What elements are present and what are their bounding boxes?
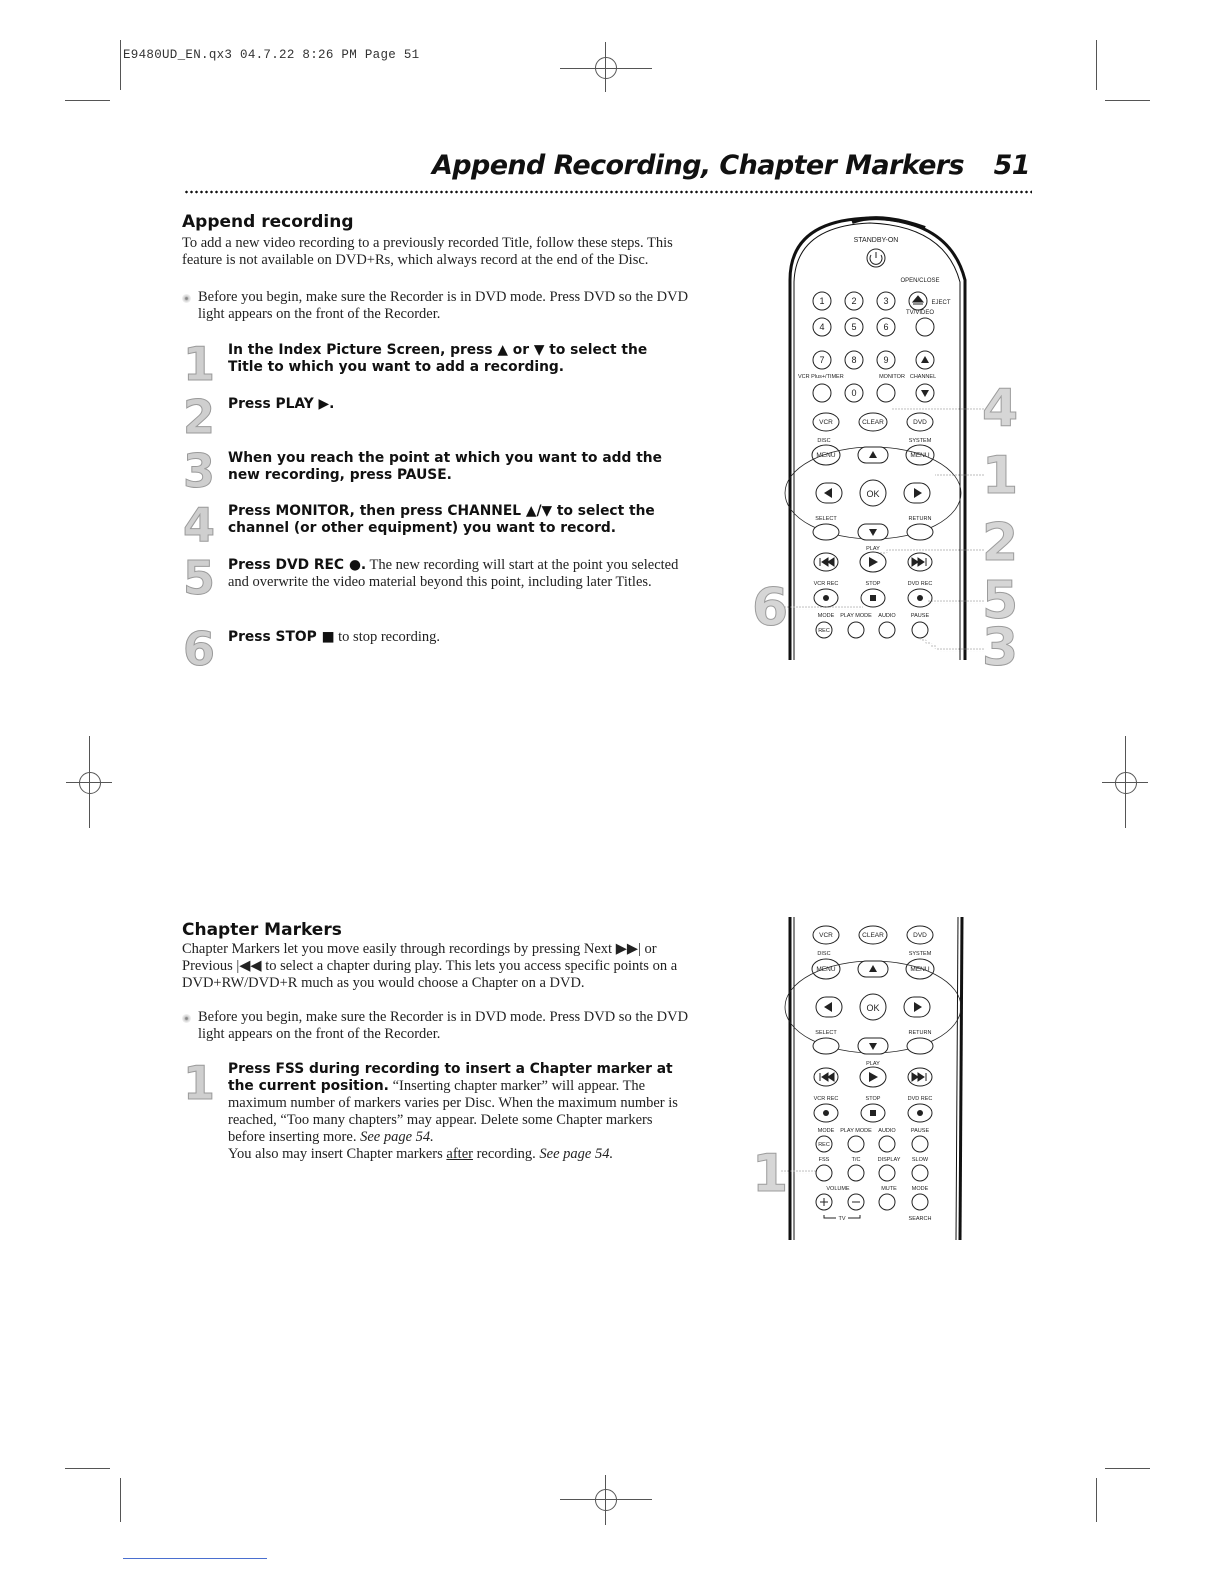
mode-button	[912, 1194, 928, 1210]
label-open-close: OPEN/CLOSE	[900, 278, 940, 284]
digit-label: 1	[819, 296, 825, 306]
crop-mark	[1105, 1468, 1150, 1469]
digit-label: 4	[819, 322, 825, 332]
fss-button	[816, 1165, 832, 1181]
monitor-button	[877, 384, 895, 402]
label-play: PLAY	[866, 1061, 880, 1067]
label-vcr-plus: VCR Plus+/TIMER	[798, 374, 844, 380]
stop-icon	[870, 1110, 876, 1116]
chapter-bullet-text: Before you begin, make sure the Recorder is in DVD mode. Press DVD so the DVD light appears on the front of the Recorder.	[198, 1009, 689, 1042]
step-instruction: Press DVD REC ●.	[228, 557, 367, 573]
crop-mark	[1105, 100, 1150, 101]
callout-number: 5	[982, 571, 1019, 631]
callout-leader	[920, 638, 985, 650]
digit-label: 2	[851, 296, 857, 306]
select-button	[813, 1038, 839, 1054]
step-instruction: In the Index Picture Screen, press ▲ or ▼ to select the Title to which you want to add a recording.	[228, 342, 648, 375]
section-title-append: Append recording	[182, 212, 354, 232]
callout-number: 3	[982, 618, 1019, 678]
digit-label: 3	[883, 296, 889, 306]
crop-mark	[1096, 1478, 1097, 1522]
label-vcr: VCR	[819, 419, 833, 426]
label-channel: CHANNEL	[909, 374, 937, 380]
label-vcr-rec: VCR REC	[813, 1096, 839, 1102]
step-number: 1	[183, 1056, 216, 1110]
append-intro: To add a new video recording to a previously recorded Title, follow these steps. This feature is not available on DVD+Rs, which always record at the end of the Disc.	[182, 235, 673, 268]
return-button	[907, 1038, 933, 1054]
label-clear: CLEAR	[862, 419, 884, 426]
append-step	[228, 342, 683, 376]
label-menu: MENU	[816, 452, 836, 459]
append-step	[228, 503, 683, 537]
display-button	[879, 1165, 895, 1181]
label-rec: REC	[818, 1142, 830, 1148]
mute-button	[879, 1194, 895, 1210]
label-ok: OK	[866, 489, 880, 499]
step-detail: The new recording will start at the point you selected and overwrite the video material beyond this point, including later Titles.	[228, 557, 679, 590]
label-audio: AUDIO	[878, 613, 896, 619]
registration-mark	[1115, 772, 1137, 794]
step-note-pre: You also may insert Chapter markers	[228, 1146, 447, 1162]
label-play-mode: PLAY MODE	[840, 1128, 872, 1134]
label-pause: PAUSE	[910, 1128, 930, 1134]
label-tv-video: TV/VIDEO	[905, 310, 935, 316]
label-play-mode: PLAY MODE	[840, 613, 872, 619]
digit-label: 9	[883, 355, 889, 365]
vcr-plus-button	[813, 384, 831, 402]
label-menu: MENU	[816, 966, 836, 973]
step-instruction: Press MONITOR, then press CHANNEL ▲/▼ to select the channel (or other equipment) you want to record.	[228, 503, 655, 536]
append-step	[228, 629, 683, 646]
page-title-text: Append Recording, Chapter Markers	[431, 150, 964, 181]
pause-button	[912, 1136, 928, 1152]
label-volume: VOLUME	[826, 1186, 850, 1192]
step-instruction: Press FSS during recording to insert a Chapter marker at the current position.	[228, 1061, 673, 1094]
label-rec: REC	[818, 628, 830, 634]
step-instruction: When you reach the point at which you want to add the new recording, press PAUSE.	[228, 450, 662, 483]
label-menu: MENU	[910, 452, 930, 459]
select-button	[813, 524, 839, 540]
label-mode: MODE	[817, 1128, 835, 1134]
section-title-chapter: Chapter Markers	[182, 920, 342, 940]
label-select: SELECT	[815, 1030, 837, 1036]
step-note-post: recording.	[472, 1146, 540, 1162]
page-title	[400, 150, 1030, 181]
callout-number: 1	[752, 1144, 789, 1204]
registration-mark	[595, 1489, 617, 1511]
chapter-step	[228, 1061, 683, 1163]
step-instruction: Press STOP ■	[228, 629, 335, 645]
step-number: 5	[183, 551, 216, 605]
audio-button	[879, 622, 895, 638]
power-symbol-icon	[870, 252, 882, 264]
link-underline	[123, 1558, 267, 1559]
slow-button	[912, 1165, 928, 1181]
step-number: 3	[183, 444, 216, 498]
record-icon	[917, 595, 923, 601]
step-number: 2	[183, 390, 216, 444]
label-menu: MENU	[910, 966, 930, 973]
step-number: 1	[183, 337, 216, 391]
digit-label: 5	[851, 322, 857, 332]
page-reference: See page 54.	[360, 1129, 434, 1145]
record-icon	[823, 1110, 829, 1116]
digit-label: 8	[851, 355, 857, 365]
label-dvd-rec: DVD REC	[907, 1096, 933, 1102]
callout-number: 6	[752, 578, 789, 638]
chapter-intro: Chapter Markers let you move easily through recordings by pressing Next ▶▶| or Previous |◀◀ to select a chapter during play. This lets you access specific points on a DVD+RW/DVD+R much as you would choose a Chapter on a DVD.	[182, 941, 678, 991]
registration-mark	[79, 772, 101, 794]
label-fss: FSS	[818, 1157, 830, 1163]
label-pause: PAUSE	[910, 613, 930, 619]
crop-mark	[120, 40, 121, 90]
label-tc: T/C	[851, 1157, 861, 1163]
label-disc: DISC	[817, 951, 831, 957]
label-stop: STOP	[865, 581, 881, 587]
label-dvd: DVD	[913, 419, 927, 426]
crop-mark	[65, 100, 110, 101]
append-step	[228, 396, 683, 413]
label-standby: STANDBY-ON	[853, 237, 899, 244]
step-instruction: Press PLAY ▶.	[228, 396, 335, 412]
label-disc: DISC	[817, 438, 831, 444]
label-select: SELECT	[815, 516, 837, 522]
crop-mark	[1096, 40, 1097, 90]
label-search: SEARCH	[908, 1216, 932, 1222]
label-slow: SLOW	[911, 1157, 929, 1163]
label-eject: EJECT	[931, 300, 951, 306]
label-mode: MODE	[817, 613, 835, 619]
play-mode-button	[848, 622, 864, 638]
crop-mark	[120, 1478, 121, 1522]
audio-button	[879, 1136, 895, 1152]
digit-label: 6	[883, 322, 889, 332]
callout-number: 4	[982, 379, 1019, 439]
callout-leader	[878, 550, 985, 555]
return-button	[907, 524, 933, 540]
crop-mark	[65, 1468, 110, 1469]
label-ok: OK	[866, 1003, 880, 1013]
tc-button	[848, 1165, 864, 1181]
label-tv: TV	[838, 1216, 846, 1222]
bullet-icon	[182, 1014, 191, 1023]
step-note-after: after	[446, 1146, 473, 1162]
label-audio: AUDIO	[878, 1128, 896, 1134]
label-system: SYSTEM	[908, 951, 932, 957]
pause-button	[912, 622, 928, 638]
label-play: PLAY	[866, 546, 880, 552]
page-number: 51	[993, 150, 1030, 181]
step-number: 4	[183, 498, 216, 552]
step-detail: to stop recording.	[334, 629, 441, 645]
registration-mark	[595, 57, 617, 79]
label-monitor: MONITOR	[879, 374, 905, 380]
remote-illustration-bottom	[760, 915, 980, 1245]
chapter-bullet	[182, 1009, 696, 1043]
callout-number: 1	[982, 446, 1019, 506]
digit-label: 7	[819, 355, 825, 365]
print-slug: E9480UD_EN.qx3 04.7.22 8:26 PM Page 51	[123, 48, 420, 62]
step-detail: “Inserting chapter marker” will appear. The maximum number of markers varies per Disc. When the maximum number is reached, “Too many chapters” may appear. Delete some Chapter markers before inserting more.	[228, 1078, 678, 1145]
stop-icon	[870, 595, 876, 601]
label-clear: CLEAR	[862, 932, 884, 939]
label-mode: MODE	[911, 1186, 929, 1192]
record-icon	[917, 1110, 923, 1116]
dotted-rule	[184, 190, 1032, 194]
label-vcr-rec: VCR REC	[813, 581, 839, 587]
label-system: SYSTEM	[908, 438, 932, 444]
tv-video-button	[916, 318, 934, 336]
label-display: DISPLAY	[877, 1157, 901, 1163]
callout-number: 2	[982, 513, 1019, 573]
play-mode-button	[848, 1136, 864, 1152]
label-return: RETURN	[908, 516, 932, 522]
page-reference: See page 54.	[539, 1146, 614, 1162]
append-step	[228, 557, 683, 591]
label-vcr: VCR	[819, 932, 833, 939]
append-bullet-text: Before you begin, make sure the Recorder is in DVD mode. Press DVD so the DVD light appears on the front of the Recorder.	[198, 289, 689, 322]
record-icon	[823, 595, 829, 601]
label-mute: MUTE	[881, 1186, 897, 1192]
label-dvd: DVD	[913, 932, 927, 939]
append-step	[228, 450, 683, 484]
step-number: 6	[183, 622, 216, 676]
label-stop: STOP	[865, 1096, 881, 1102]
label-dvd-rec: DVD REC	[907, 581, 933, 587]
digit-label: 0	[851, 388, 857, 398]
bullet-icon	[182, 294, 191, 303]
append-bullet	[182, 289, 696, 323]
label-return: RETURN	[908, 1030, 932, 1036]
